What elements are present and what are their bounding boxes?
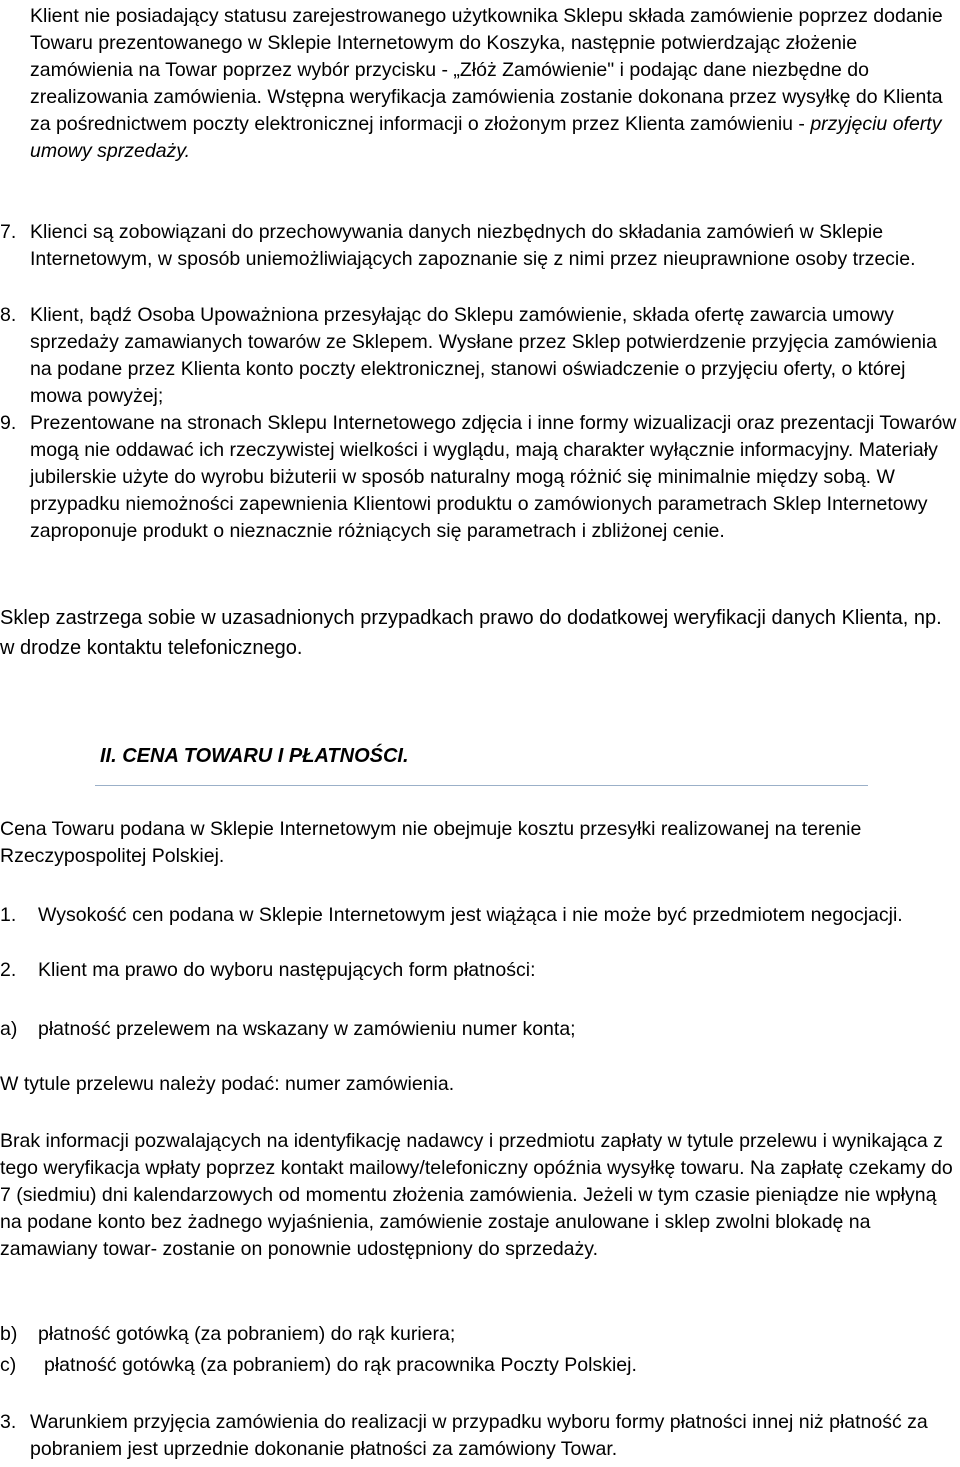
numbered-item-9 [0,410,960,545]
price-item-3 [0,1409,960,1463]
intro-paragraph [30,3,960,165]
price-note-paragraph: Cena Towaru podana w Sklepie Internetowym nie obejmuje kosztu przesyłki realizowanej na terenie Rzeczypospolitej Polskiej. [0,818,862,867]
transfer-title-paragraph: W tytule przelewu należy podać: numer zamówienia. [0,1073,455,1095]
price-item-2 [0,957,960,984]
item-number: 3. [0,1411,17,1433]
payment-option-a [0,1016,960,1043]
option-letter: a) [0,1018,18,1040]
item-text: Klient, bądź Osoba Upoważniona przesyłając do Sklepu zamówienie, składa ofertę zawarcia umowy sprzedaży zamawianych towarów ze Sklepem. Wysłane przez Sklep potwierdzenie przyjęcia zamówienia na podane przez Klienta konto poczty elektronicznej, stanowi oświadczenie o przyjęciu oferty, o której mowa powyżej; [30,304,937,407]
numbered-item-7 [0,219,960,273]
payment-option-b [0,1321,960,1348]
item-number: 2. [0,959,17,981]
item-number: 1. [0,904,17,926]
transfer-info-paragraph: Brak informacji pozwalających na identyfikację nadawcy i przedmiotu zapłaty w tytule przelewu i wynikająca z tego weryfikacja wpłaty poprzez kontakt mailowy/telefoniczny opóźnia wysyłkę towaru. Na zapłatę czekamy do 7 (siedmiu) dni kalendarzowych od momentu złożenia zamówienia. Jeżeli w tym czasie pieniądze nie wpłyną na podane konto bez żadnego wyjaśnienia, zamówienie zostaje anulowane i sklep zwolni blokadę na zamawiany towar- zostanie on ponownie udostępniony do sprzedaży. [0,1130,953,1260]
intro-text: Klient nie posiadający statusu zarejestrowanego użytkownika Sklepu składa zamówienie poprzez dodanie Towaru prezentowanego w Sklepie Internetowym do Koszyka, następnie potwierdzając złożenie zamówienia na Towar poprzez wybór przycisku - „Złóż Zamówienie" i podając dane niezbędne do zrealizowania zamówienia. Wstępna weryfikacja zamówienia zostanie dokonana przez wysyłkę do Klienta za pośrednictwem poczty elektronicznej informacji o złożonym przez Klienta zamówieniu - [30,5,943,135]
option-text: płatność gotówką (za pobraniem) do rąk pracownika Poczty Polskiej. [44,1354,637,1376]
price-item-1 [0,902,960,929]
option-text: płatność przelewem na wskazany w zamówieniu numer konta; [38,1018,576,1040]
item-text: Klienci są zobowiązani do przechowywania danych niezbędnych do składania zamówień w Sklepie Internetowym, w sposób uniemożliwiających zapoznanie się z nimi przez nieuprawnione osoby trzecie. [30,221,916,270]
item-text: Wysokość cen podana w Sklepie Internetowym jest wiążąca i nie może być przedmiotem negocjacji. [38,904,903,926]
option-text: płatność gotówką (za pobraniem) do rąk kuriera; [38,1323,456,1345]
item-text: Klient ma prawo do wyboru następujących form płatności: [38,959,536,981]
item-text: Prezentowane na stronach Sklepu Internetowego zdjęcia i inne formy wizualizacji oraz prezentacji Towarów mogą nie oddawać ich rzeczywistej wielkości i wyglądu, mają charakter wyłącznie informacyjny. Materiały jubilerskie użyte do wyrobu biżuterii w sposób naturalny mogą różnić się minimalnie między sobą. W przypadku niemożności zapewnienia Klientowi produktu o zamówionych parametrach Sklep Internetowy zaproponuje produkt o nieznacznie różniących się parametrach i zbliżonej cenie. [30,412,957,542]
numbered-item-8 [0,302,960,410]
item-number: 9. [0,412,17,434]
heading-divider [95,785,868,786]
verification-paragraph: Sklep zastrzega sobie w uzasadnionych przypadkach prawo do dodatkowej weryfikacji danych Klienta, np. w drodze kontaktu telefonicznego. [0,607,942,659]
intro-italic-text: przyjęciu oferty umowy sprzedaży. [30,113,942,162]
payment-option-c [0,1352,960,1379]
section-heading: II. CENA TOWARU I PŁATNOŚCI. [100,745,409,767]
option-letter: b) [0,1323,18,1345]
item-text: Warunkiem przyjęcia zamówienia do realizacji w przypadku wyboru formy płatności innej niż płatność za pobraniem jest uprzednie dokonanie płatności za zamówiony Towar. [30,1411,928,1460]
option-letter: c) [0,1354,17,1376]
item-number: 7. [0,221,17,243]
item-number: 8. [0,304,17,326]
